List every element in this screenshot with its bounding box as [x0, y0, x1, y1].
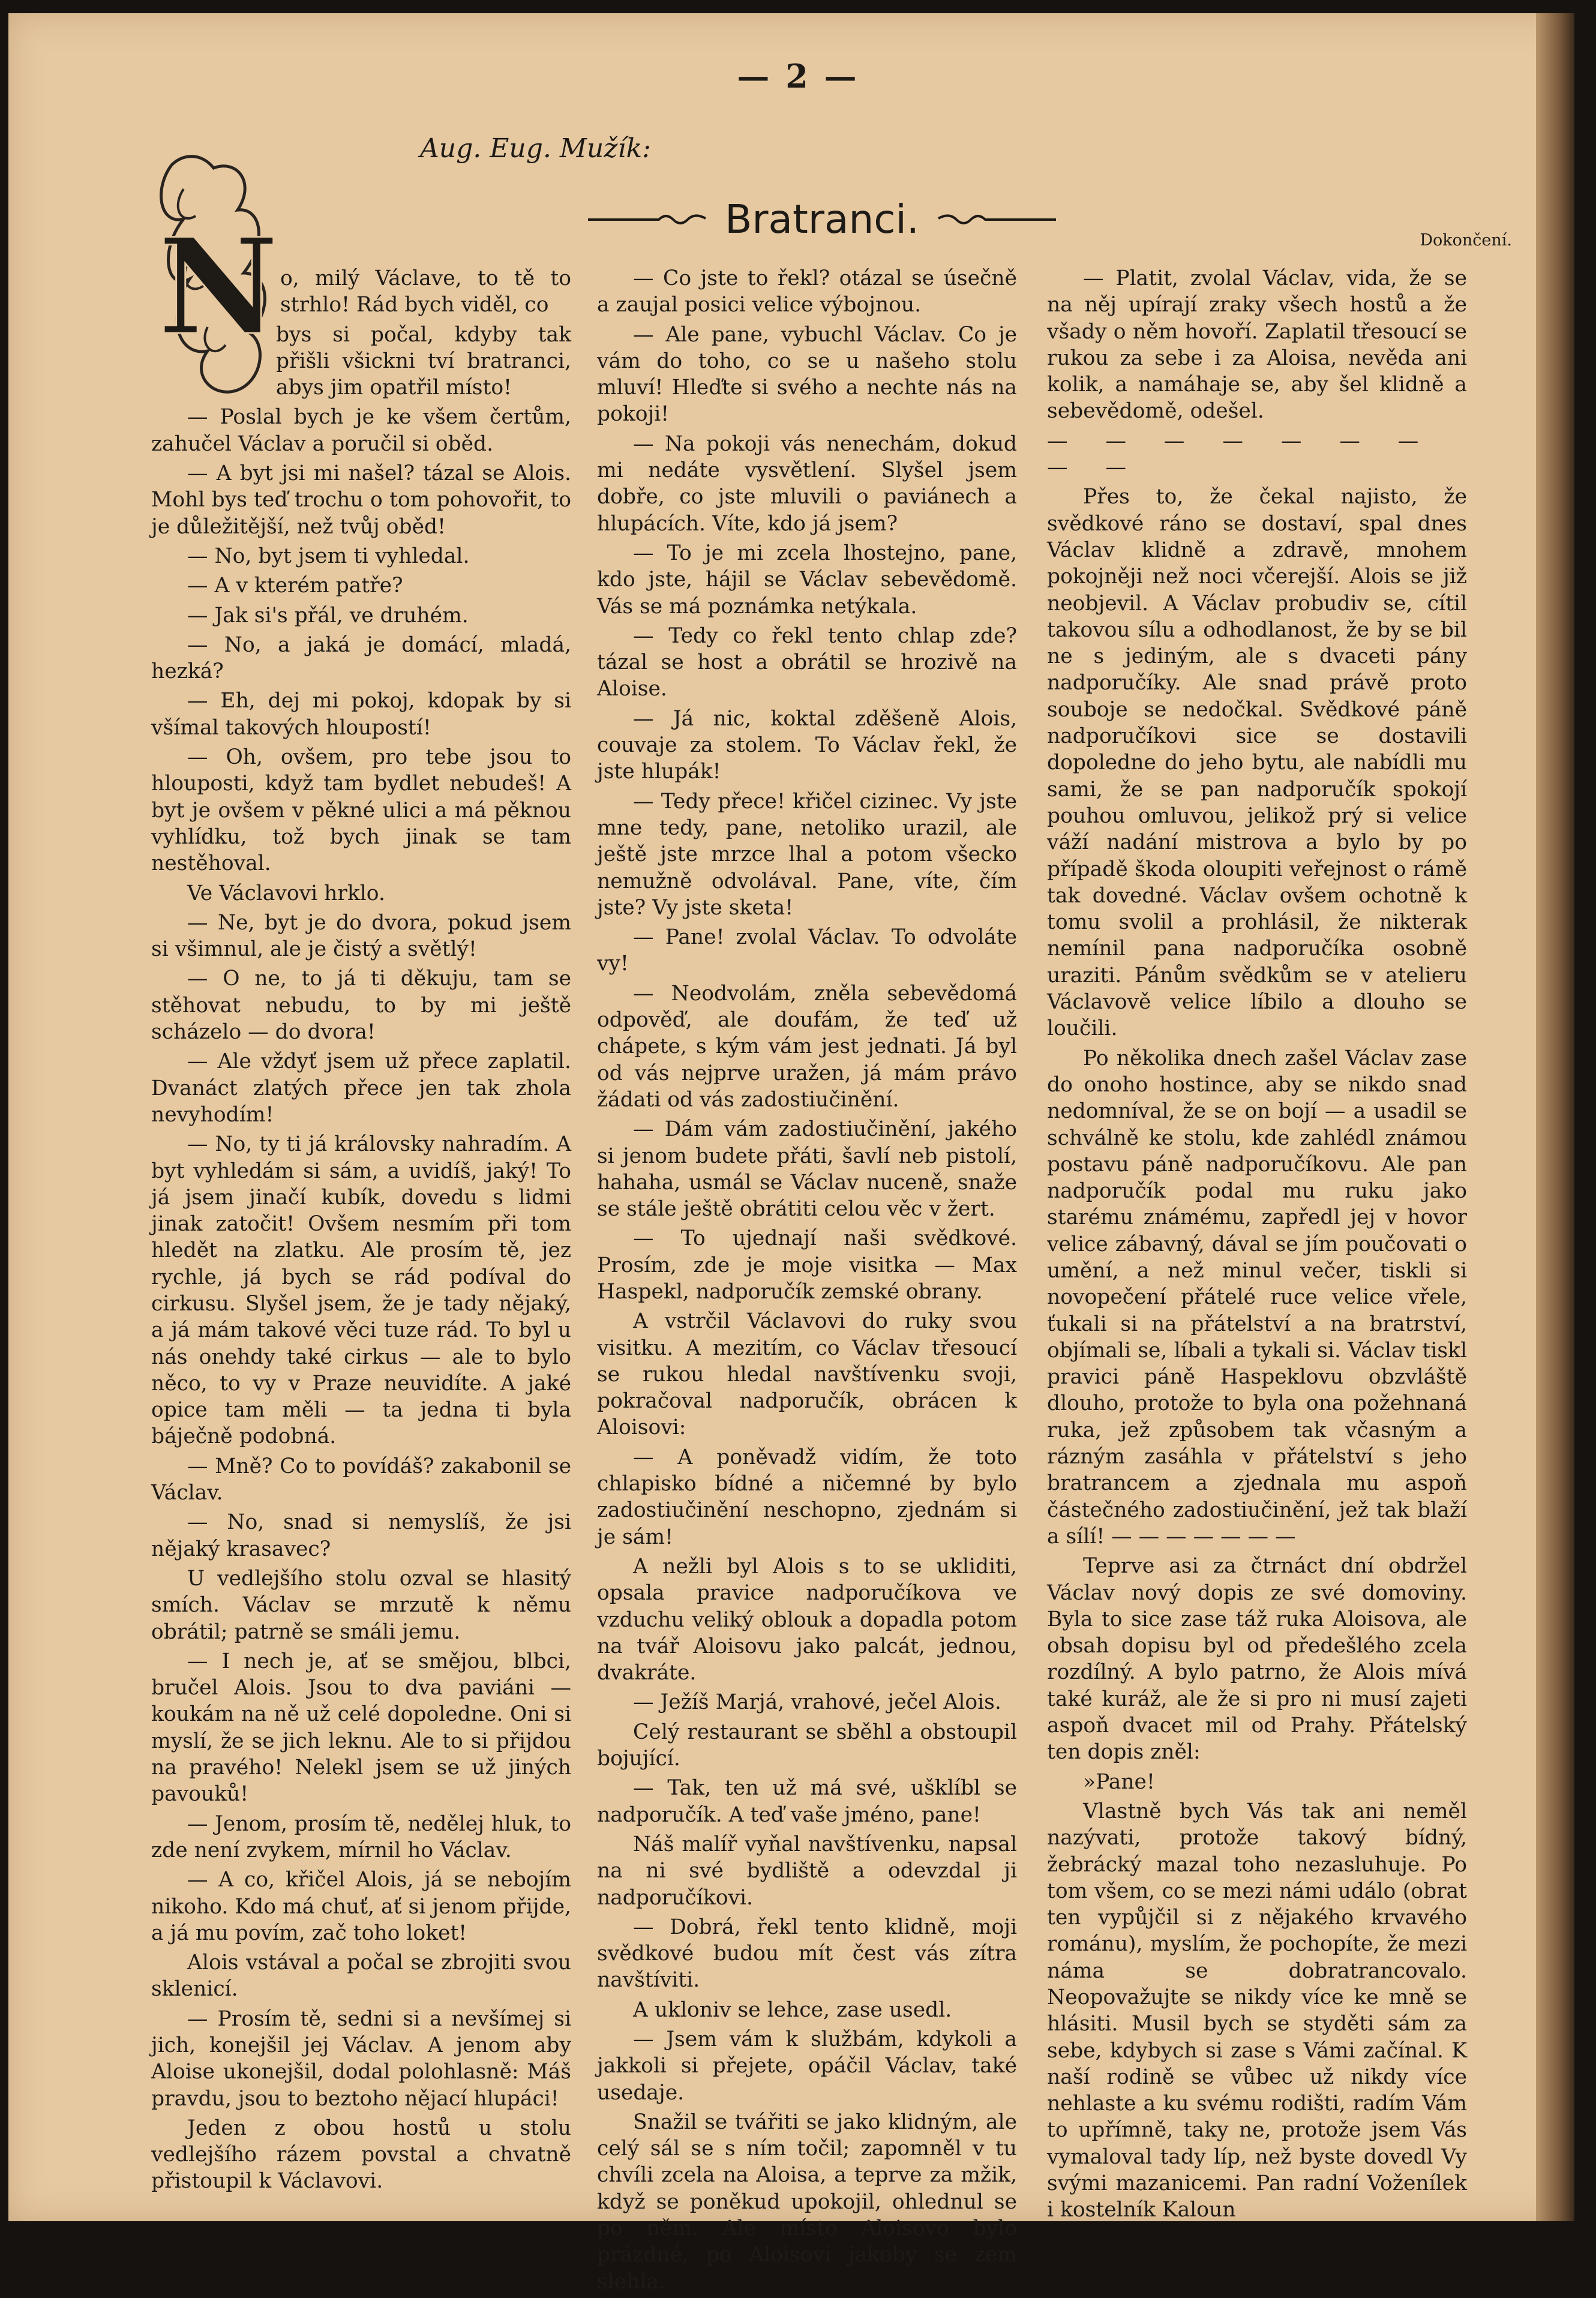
paragraph: — A co, křičel Alois, já se nebojím nikoho. Kdo má chuť, ať si jenom přijde, a já mu povím, zač toho loket! — [151, 1868, 571, 1945]
paragraph: Vlastně bych Vás tak ani neměl nazývati, protože takový bídný, žebrácký mazal toho nezasluhuje. Po tom všem, co se mezi námi událo (obrat ten vypůjčil si z nějakého krvavého románu), myslím, že pochopíte, že mezi náma se dobratrancovalo. Neopovažujte se nikdy více ke mně se hlásiti. Musil bych se styděti sám za sebe, kdybych si zase s Vámi začínal. K naší rodině se vůbec už nikdy více nehlaste a ku svému rodišti, radím Vám to upřímně, taky ne, protože jsem Vás vymaloval tady líp, než byste dovedl Vy svými mazanicemi. Pan radní Voženílek i kostelník Kaloun — [1047, 1799, 1467, 2222]
paragraph: — Ale pane, vybuchl Václav. Co je vám do toho, co se u našeho stolu mluví! Hleďte si svého a nechte nás na pokoji! — [597, 322, 1017, 427]
paragraph: Jeden z obou hostů u stolu vedlejšího rázem povstal a chvatně přistoupil k Václavovi. — [151, 2116, 571, 2194]
page-number: — 2 — — [737, 57, 859, 95]
paragraph: — No, ty ti já královsky nahradím. A byt vyhledám si sám, a uvidíš, jaký! To já jsem jinačí kubík, dovedu s lidmi jinak zatočit! Ovšem nesmím při tom hledět na zlatku. Ale prosím tě, jez rychle, já bych se rád podíval do cirkusu. Slyšel jsem, že je tady nějaký, a já mám takové věci tuze rád. To byl u nás onehdy také cirkus — ale to bylo něco, to vy v Praze neuvidíte. A jaké opice tam měli — ta jedna ti byla báječně podobná. — [151, 1132, 571, 1449]
paragraph: — A byt jsi mi našel? tázal se Alois. Mohl bys teď trochu o tom pohovořit, to je důležitější, než tvůj oběd! — [151, 461, 571, 539]
right-swash-ornament — [937, 210, 1057, 228]
paragraph: A nežli byl Alois s to se ukliditi, opsala pravice nadporučíkova ve vzduchu veliký oblouk a dopadla potom na tvář Aloisovu jako palcát, jednou, dvakráte. — [597, 1554, 1017, 1685]
paragraph: bys si počal, kdyby tak přišli všickni tví bratranci, abys jim opatřil místo! — [276, 322, 571, 400]
paragraph: Ve Václavovi hrklo. — [187, 881, 385, 905]
paragraph: — No, snad si nemyslíš, že jsi nějaký krasavec? — [151, 1510, 571, 1561]
paragraph: — Pane! zvolal Václav. To odvoláte vy! — [597, 925, 1017, 976]
paragraph: — A v kterém patře? — [187, 574, 403, 598]
paragraph: — No, a jaká je domácí, mladá, hezká? — [151, 632, 571, 684]
paragraph: A ukloniv se lehce, zase usedl. — [633, 1997, 952, 2022]
paragraph: — Jsem vám k službám, kdykoli a jakkoli si přejete, opáčil Václav, také usedaje. — [597, 2027, 1017, 2105]
article-title: Bratranci. — [725, 196, 919, 242]
paragraph: — No, byt jsem ti vyhledal. — [187, 544, 470, 568]
paragraph: A vstrčil Václavovi do ruky svou visitku. A mezitím, co Václav třesoucí se rukou hledal navštívenku svoji, pokračoval nadporučík, obrácen k Aloisovi: — [597, 1309, 1017, 1440]
letter-salutation: »Pane! — [1083, 1769, 1155, 1794]
paragraph: — Dobrá, řekl tento klidně, moji svědkové budou mít čest vás zítra navštíviti. — [597, 1915, 1017, 1993]
paragraph: — Neodvolám, zněla sebevědomá odpověď, ale doufám, že teď už chápete, s kým vám jest jednati. Já byl od vás nejprve uražen, já mám právo žádati od vás zadostiučinění. — [597, 981, 1017, 1112]
paragraph: — A poněvadž vidím, že toto chlapisko bídné a ničemné by bylo zadostiučinění neschopno, zjednám si je sám! — [597, 1445, 1017, 1549]
section-dash-line: — — — — — — — — — — [1047, 428, 1435, 480]
continued-note: Dokončení. — [1420, 231, 1512, 250]
paragraph: Teprve asi za čtrnáct dní obdržel Václav nový dopis ze své domoviny. Byla to sice zase táž ruka Aloisova, ale obsah dopisu byl od předešlého zcela rozdílný. A bylo patrno, že Alois mívá také kuráž, ale že si pro ni musí zajeti aspoň dvacet mil od Prahy. Přátelský ten dopis zněl: — [1047, 1554, 1467, 1765]
binding-edge — [1536, 13, 1574, 2221]
paragraph: — Dám vám zadostiučinění, jakého si jenom budete přáti, šavlí neb pistolí, hahaha, usmál se Václav nuceně, snaže se stále ještě obrátiti celou věc v žert. — [597, 1117, 1017, 1222]
paragraph: — Co jste to řekl? otázal se úsečně a zaujal posici velice výbojnou. — [597, 266, 1017, 317]
text-column-3 — [1047, 265, 1467, 2227]
paragraph: Náš malíř vyňal navštívenku, napsal na ni své bydliště a odevzdal ji nadporučíkovi. — [597, 1832, 1017, 1910]
left-swash-ornament — [587, 210, 707, 228]
paragraph: — Tedy přece! křičel cizinec. Vy jste mne tedy, pane, netoliko urazil, ale ještě jste mrzce lhal a potom všecko nemužně odvolával. Pane, víte, čím jste? Vy jste sketa! — [597, 789, 1017, 920]
paragraph: Po několika dnech zašel Václav zase do onoho hostince, aby se nikdo snad nedomníval, že se on bojí — a usadil se schválně ke stolu, kde zahlédl známou postavu páně nadporučíkovu. Ale pan nadporučík podal mu ruku jako starému známému, zapředl jej v hovor velice zábavný, dával se jím poučovati o umění, a než minul večer, tiskli si novopečení přátelé ruce velice vřele, ťukali si na přátelství a na bratrství, objímali se, líbali a tykali si. Václav tiskl pravici páně Haspeklovu obzvláště dlouho, protože to byla ona požehnaná ruka, jež způsobem tak včasným a rázným zasáhla v přátelství s jeho bratrancem a zjednala mu aspoň částečného zadostiučinění, jež tak blaží a sílí! — — — — — — — — [1047, 1046, 1467, 1549]
title-row — [558, 192, 1086, 246]
paragraph: — Eh, dej mi pokoj, kdopak by si všímal takových hloupostí! — [151, 689, 571, 740]
paragraph: U vedlejšího stolu ozval se hlasitý smích. Václav se mrzutě k němu obrátil; patrně se smáli jemu. — [151, 1566, 571, 1644]
paragraph: Celý restaurant se sběhl a obstoupil bojující. — [597, 1720, 1017, 1771]
paragraph: — Mně? Co to povídáš? zakabonil se Václav. — [151, 1454, 571, 1505]
paragraph: Alois vstával a počal se zbrojiti svou sklenicí. — [151, 1951, 571, 2002]
paragraph: — Tak, ten už má své, ušklíbl se nadporučík. A teď vaše jméno, pane! — [597, 1776, 1017, 1827]
paragraph: — Prosím tě, sedni si a nevšímej si jich, konejšil jej Václav. A jenom aby Aloise ukonejšil, dodal polohlasně: Máš pravdu, jsou to beztoho nějací hlupáci! — [151, 2006, 571, 2111]
paragraph: — To ujednají naši svědkové. Prosím, zde je moje visitka — Max Haspekl, nadporučík zemské obrany. — [597, 1226, 1017, 1304]
drop-cap-letter: N — [158, 209, 279, 364]
paragraph: Snažil se tvářiti se jako klidným, ale celý sál se s ním točil; zapomněl v tu chvíli zcela na Aloisa, a teprve za mžik, když se poněkud upokojil, ohlednul se po něm. Ale místo Aloisovo bylo prázdné, po Aloisovi jakoby se zem slehla. — [597, 2110, 1017, 2294]
paragraph: — Oh, ovšem, pro tebe jsou to hlouposti, když tam bydlet nebudeš! A byt je ovšem v pěkné ulici a má pěknou vyhlídku, tož bych jinak se tam nestěhoval. — [151, 745, 571, 876]
text-column-1 — [151, 265, 571, 2198]
text-column-2 — [597, 265, 1017, 2298]
paragraph: — Jak si's přál, ve druhém. — [187, 603, 469, 628]
paragraph: — Tedy co řekl tento chlap zde? tázal se host a obrátil se hrozivě na Aloise. — [597, 623, 1017, 701]
paragraph: — Poslal bych je ke všem čertům, zahučel Václav a poručil si oběd. — [151, 405, 571, 456]
paragraph: — Já nic, koktal zděšeně Alois, couvaje za stolem. To Václav řekl, že jste hlupák! — [597, 706, 1017, 784]
paragraph: — Ne, byt je do dvora, pokud jsem si všimnul, ale je čistý a světlý! — [151, 910, 571, 962]
paragraph: — O ne, to já ti děkuju, tam se stěhovat nebudu, to by mi ještě scházelo — do dvora! — [151, 967, 571, 1045]
paragraph: — I nech je, ať se smějou, blbci, bručel Alois. Jsou to dva paviáni — koukám na ně už celé dopoledne. Oni si myslí, že se jich leknu. Ale to si přijdou na pravého! Nelekl jsem se už jiných pavouků! — [151, 1649, 571, 1807]
paragraph: Přes to, že čekal najisto, že svědkové ráno se dostaví, spal dnes Václav klidně a zdravě, mnohem pokojněji než noci včerejší. Alois se již neobjevil. A Václav probudiv se, cítil takovou sílu a odhodlanost, že by se bil ne s jediným, ale s dvaceti pány nadporučíky. Ale snad právě proto souboje se nedočkal. Svědkové páně nadporučíkovi sice se dostavili dopoledne do jeho bytu, ale nabídli mu sami, že se pan nadporučík spokojí pouhou omluvou, jelikož prý si velice váží nadání mistrova a bylo by po případě škoda oloupiti veřejnost o rámě tak dovedné. Václav ovšem ochotně k tomu svolil a prohlásil, že nikterak nemínil pana nadporučíka osobně uraziti. Pánům svědkům se v atelieru Václavově velice líbilo a dlouho se loučili. — [1047, 485, 1467, 1041]
paragraph: — Ale vždyť jsem už přece zaplatil. Dvanáct zlatých přece jen tak zhola nevyhodím! — [151, 1049, 571, 1127]
author-line: Aug. Eug. Mužík: — [420, 133, 651, 164]
paragraph: o, milý Václave, to tě to strhlo! Rád bych viděl, co — [280, 266, 571, 317]
paragraph: — Ježíš Marjá, vrahové, ječel Alois. — [633, 1690, 1001, 1715]
paragraph: — To je mi zcela lhostejno, pane, kdo jste, hájil se Václav sebevědomě. Vás se má poznámka netýkala. — [597, 541, 1017, 619]
paragraph: — Platit, zvolal Václav, vida, že se na něj upírají zraky všech hostů a že všady o něm hovoří. Zaplatil třesoucí se rukou za sebe i za Aloisa, nevěda ani kolik, a namáhaje se, aby šel klidně a sebevědomě, odešel. — [1047, 266, 1467, 424]
paragraph: — Na pokoji vás nenechám, dokud mi nedáte vysvětlení. Slyšel jsem dobře, co jste mluvili o paviánech a hlupácích. Víte, kdo já jsem? — [597, 431, 1017, 536]
paragraph: — Jenom, prosím tě, nedělej hluk, to zde není zvykem, mírnil ho Václav. — [151, 1811, 571, 1862]
